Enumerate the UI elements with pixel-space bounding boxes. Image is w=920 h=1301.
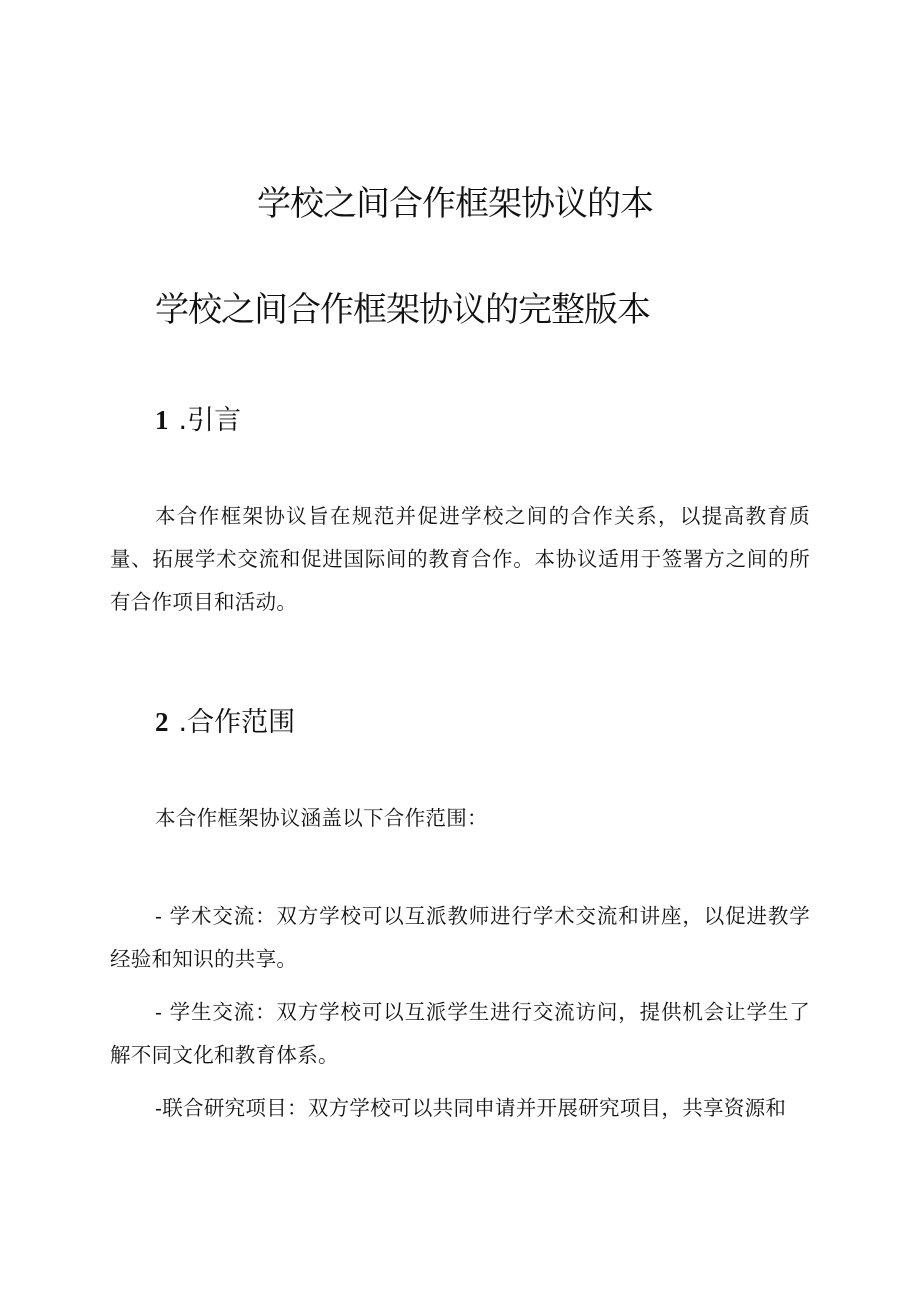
- section-heading-scope: [155, 700, 295, 745]
- section-number: 1: [155, 405, 169, 435]
- section-number: 2: [155, 707, 169, 737]
- list-item-student-exchange: - 学生交流：双方学校可以互派学生进行交流访问，提供机会让学生了解不同文化和教育体系。: [110, 1000, 810, 1067]
- list-item-academic-exchange: - 学术交流：双方学校可以互派教师进行学术交流和讲座，以促进教学经验和知识的共享。: [110, 904, 810, 971]
- document-title: 学校之间合作框架协议的本: [257, 184, 653, 224]
- section-title: .合作范围: [178, 707, 296, 738]
- list-item-joint-research: -联合研究项目：双方学校可以共同申请并开展研究项目，共享资源和: [155, 1096, 787, 1120]
- section-heading-introduction: [155, 398, 241, 443]
- document-subtitle: 学校之间合作框架协议的完整版本: [155, 290, 650, 330]
- scope-paragraph: 本合作框架协议涵盖以下合作范围：: [155, 806, 488, 830]
- section-title: .引言: [178, 405, 242, 436]
- introduction-paragraph: 本合作框架协议旨在规范并促进学校之间的合作关系，以提高教育质量、拓展学术交流和促进国际间的教育合作。本协议适用于签署方之间的所有合作项目和活动。: [110, 504, 810, 614]
